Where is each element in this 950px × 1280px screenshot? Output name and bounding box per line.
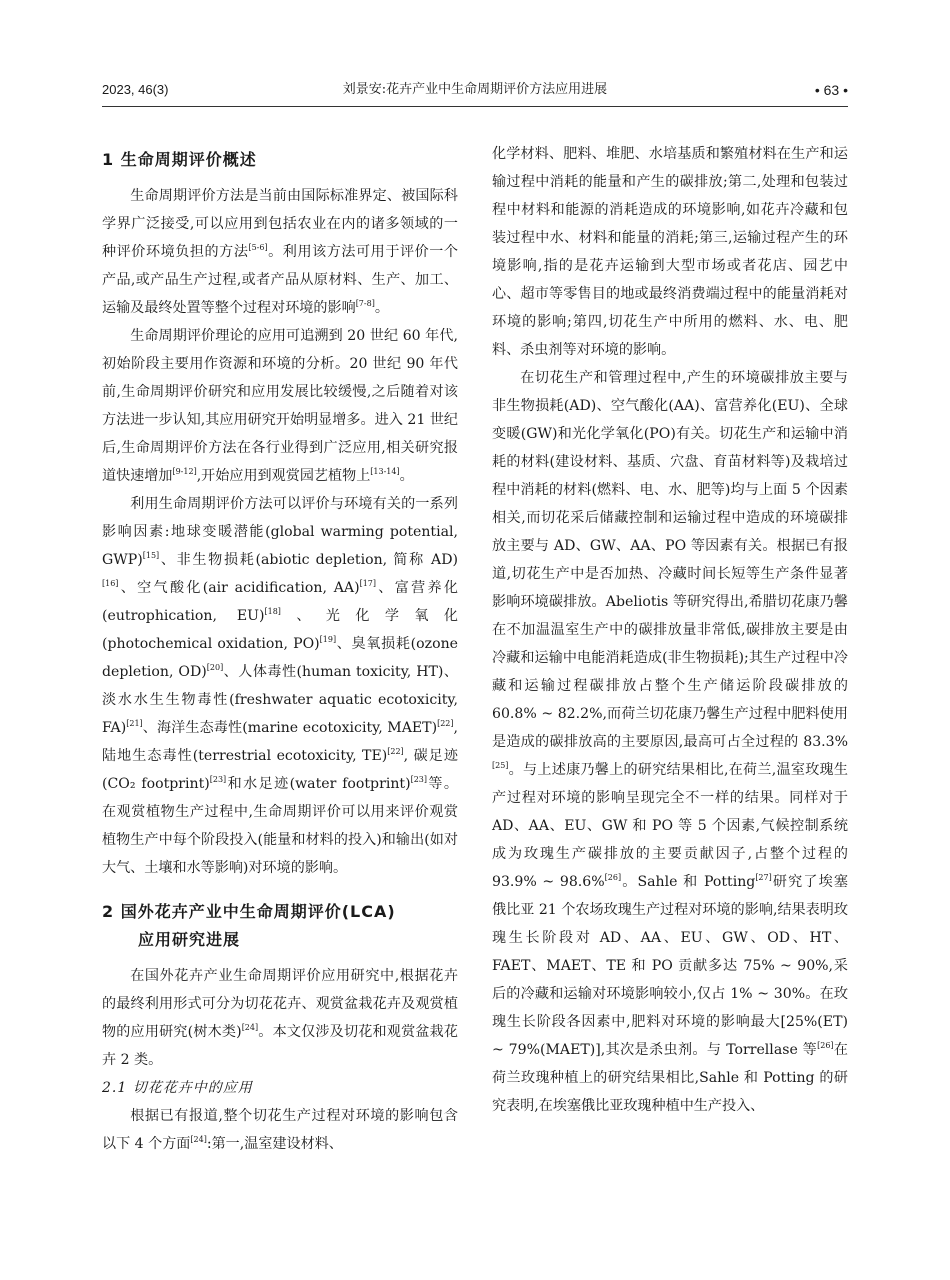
- running-title: 刘景安:花卉产业中生命周期评价方法应用进展: [342, 82, 608, 97]
- paragraph: 根据已有报道,整个切花生产过程对环境的影响包含以下 4 个方面[24]:第一,温室建设材料、: [102, 1108, 458, 1152]
- paragraph: 化学材料、肥料、堆肥、水培基质和繁殖材料在生产和运输过程中消耗的能量和产生的碳排放;第二,处理和包装过程中材料和能源的消耗造成的环境影响,如花卉冷藏和包装过程中水、材料和能量的消耗;第三,运输过程产生的环境影响,指的是花卉运输到大型市场或者花店、园艺中心、超市等零售目的地或最终消费端过程中的能量消耗对环境的影响;第四,切花生产中所用的燃料、水、电、肥料、杀虫剂等对环境的影响。: [492, 146, 848, 358]
- journal-issue: 2023, 46(3): [102, 82, 169, 97]
- citation: [20]: [206, 663, 224, 672]
- citation: [16]: [102, 579, 119, 588]
- citation: [24]: [241, 1023, 259, 1032]
- paragraph: 生命周期评价理论的应用可追溯到 20 世纪 60 年代,初始阶段主要用作资源和环境的分析。20 世纪 90 年代前,生命周期评价研究和应用发展比较缓慢,之后随着对该方法进一步认知,其应用研究开始明显增多。进入 21 世纪后,生命周期评价方法在各行业得到广泛应用,相关研究报道快速增加[9-12],开始应用到观赏园艺植物上[13-14]。: [102, 328, 458, 484]
- citation: [24]: [190, 1135, 207, 1144]
- citation: [5-6]: [248, 243, 268, 252]
- section-1-heading: 1 生命周期评价概述: [102, 150, 257, 169]
- citation: [7-8]: [355, 299, 375, 308]
- paragraph: 在国外花卉产业生命周期评价应用研究中,根据花卉的最终利用形式可分为切花花卉、观赏盆栽花卉及观赏植物的应用研究(树木类)[24]。本文仅涉及切花和观赏盆栽花卉 2 类。: [102, 968, 458, 1068]
- citation: [26]: [604, 873, 622, 882]
- citation: [26]: [817, 1041, 834, 1050]
- citation: [18]: [264, 607, 281, 616]
- citation: [9-12]: [172, 467, 197, 476]
- citation: [23]: [209, 775, 227, 784]
- header-rule: [102, 106, 848, 107]
- citation: [21]: [126, 719, 143, 728]
- citation: [22]: [387, 747, 404, 756]
- citation: [25]: [492, 761, 509, 770]
- citation: [17]: [359, 579, 376, 588]
- citation: [15]: [142, 551, 160, 560]
- citation: [22]: [437, 719, 454, 728]
- section-2-heading: 2 国外花卉产业中生命周期评价(LCA) 应用研究进展: [102, 902, 396, 949]
- page-number: • 63 •: [814, 82, 848, 98]
- paragraph: 生命周期评价方法是当前由国际标准界定、被国际科学界广泛接受,可以应用到包括农业在内的诸多领域的一种评价环境负担的方法[5-6]。利用该方法可用于评价一个产品,或产品生产过程,或者产品从原材料、生产、加工、运输及最终处置等整个过程对环境的影响[7-8]。: [102, 188, 459, 316]
- citation: [23]: [410, 775, 427, 784]
- citation: [27]: [755, 873, 772, 882]
- paragraph: 在切花生产和管理过程中,产生的环境碳排放主要与非生物损耗(AD)、空气酸化(AA)、富营养化(EU)、全球变暖(GW)和光化学氧化(PO)有关。切花生产和运输中消耗的材料(建设材料、基质、穴盘、育苗材料等)及栽培过程中消耗的材料(燃料、电、水、肥等)均与上面 5 个因素相关,而切花采后储藏控制和运输过程中造成的环境碳排放主要与 AD、GW、AA、PO 等因素有关。根据已有报道,切花生产中是否加热、冷藏时间长短等生产条件显著影响环境碳排放。Abeliotis 等研究得出,希腊切花康乃馨在不加温温室生产中的碳排放量非常低,碳排放主要是由冷藏和运输中电能消耗造成(非生物损耗);其生产过程中冷藏和运输过程碳排放占整个生产储运阶段碳排放的 60.8% ~ 82.2%,而荷兰切花康乃馨生产过程中肥料使用是造成的碳排放高的主要原因,最高可占全过程的 83.3%[25]。与上述康乃馨上的研究结果相比,在荷兰,温室玫瑰生产过程对环境的影响呈现完全不一样的结果。同样对于 AD、AA、EU、GW 和 PO 等 5 个因素,气候控制系统成为玫瑰生产碳排放的主要贡献因子,占整个过程的 93.9% ~ 98.6%[26]。Sahle 和 Potting[27]研究了埃塞俄比亚 21 个农场玫瑰生产过程对环境的影响,结果表明玫瑰生长阶段对 AD、AA、EU、GW、OD、HT、FAET、MAET、TE 和 PO 贡献多达 75% ~ 90%,采后的冷藏和运输对环境影响较小,仅占 1% ~ 30%。在玫瑰生长阶段各因素中,肥料对环境的影响最大[25%(ET) ~ 79%(MAET)],其次是杀虫剂。与 Torrellase 等[26]在荷兰玫瑰种植上的研究结果相比,Sahle 和 Potting 的研究表明,在埃塞俄比亚玫瑰种植中生产投入、: [492, 370, 848, 1114]
- subsection-2-1-heading: 2.1 切花花卉中的应用: [102, 1080, 253, 1096]
- right-column: [492, 140, 848, 1120]
- left-column: [102, 140, 458, 1158]
- citation: [13-14]: [370, 467, 400, 476]
- paragraph: 利用生命周期评价方法可以评价与环境有关的一系列影响因素:地球变暖潜能(global warming potential, GWP)[15]、非生物损耗(abiotic depletion, 简称 AD)[16]、空气酸化(air acidification, AA)[17]、富营养化(eutrophication, EU)[18]、光化学氧化(photochemical oxidation, PO)[19]、臭氧损耗(ozone depletion, OD)[20]、人体毒性(human toxicity, HT)、淡水水生生物毒性(freshwater aquatic ecotoxicity, FA)[21]、海洋生态毒性(marine ecotoxicity, MAET)[22], 陆地生态毒性(terrestrial ecotoxicity, TE)[22], 碳足迹(CO₂ footprint)[23]和水足迹(water footprint)[23]等。在观赏植物生产过程中,生命周期评价可以用来评价观赏植物生产中每个阶段投入(能量和材料的投入)和输出(如对大气、土壤和水等影响)对环境的影响。: [102, 496, 459, 876]
- running-header: [102, 78, 848, 102]
- citation: [19]: [319, 635, 337, 644]
